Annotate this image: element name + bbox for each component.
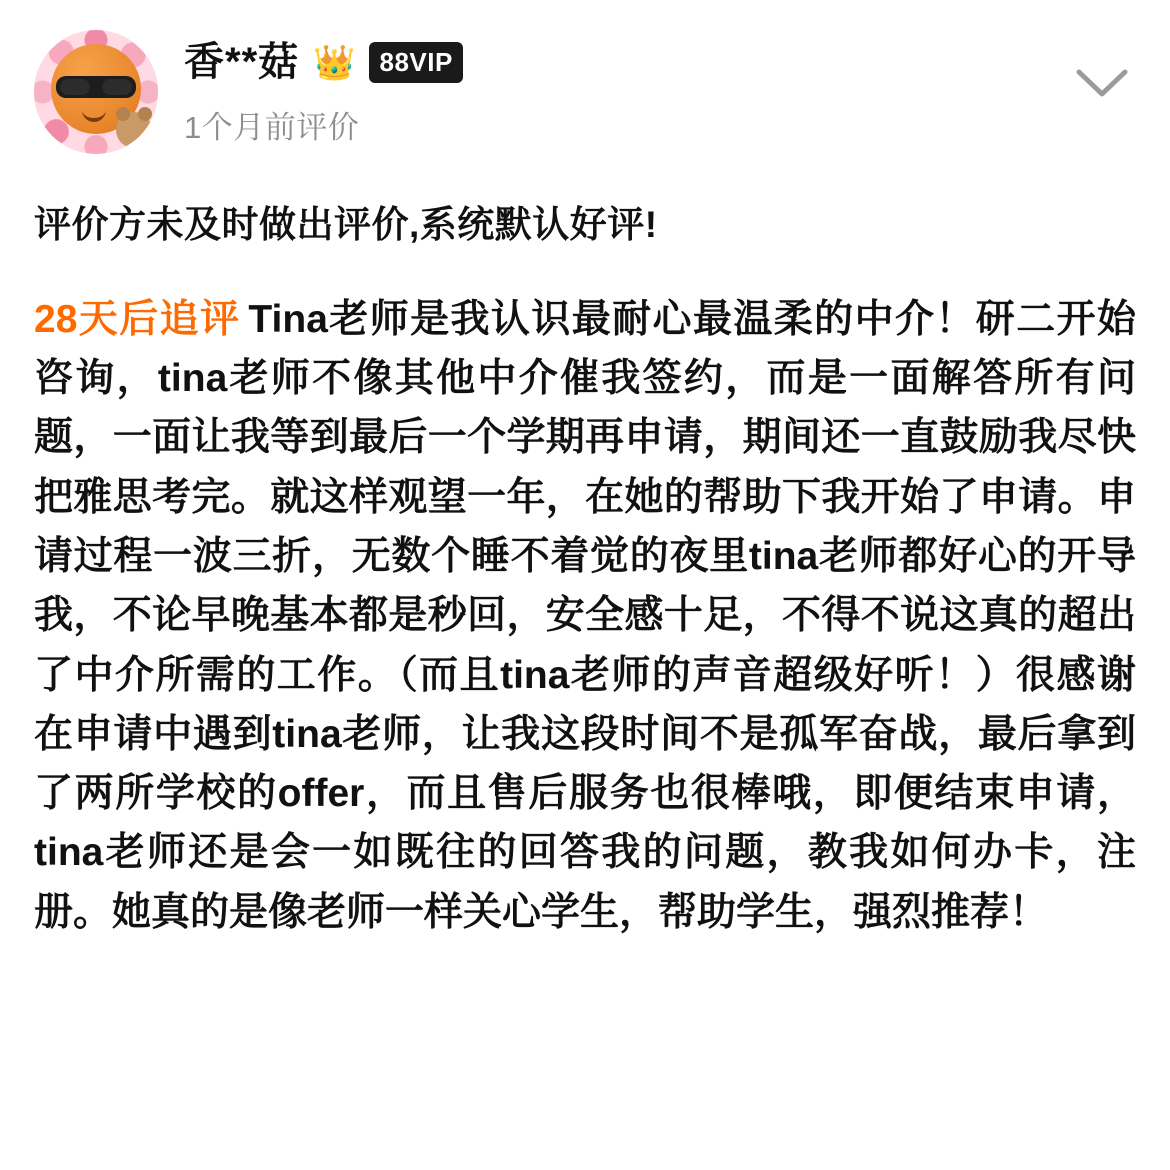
followup-tag: 28天后追评 — [34, 297, 241, 341]
vip-badge: 88VIP — [369, 42, 462, 83]
review-body — [34, 200, 1136, 942]
avatar-sunglasses-icon — [56, 76, 136, 98]
crown-icon: 👑 — [313, 44, 356, 82]
followup-text: Tina老师是我认识最耐心最温柔的中介！研二开始咨询，tina老师不像其他中介催我签约，而是一面解答所有问题，一面让我等到最后一个学期再申请，期间还一直鼓励我尽快把雅思考完。就这样观望一年，在她的帮助下我开始了申请。申请过程一波三折，无数个睡不着觉的夜里tina老师都好心的开导我，不论早晚基本都是秒回，安全感十足，不得不说这真的超出了中介所需的工作。（而且tina老师的声音超级好听！）很感谢在申请中遇到tina老师，让我这段时间不是孤军奋战，最后拿到了两所学校的offer，而且售后服务也很棒哦，即便结束申请，tina老师还是会一如既往的回答我的问题，教我如何办卡，注册。她真的是像老师一样关心学生，帮助学生，强烈推荐！ — [34, 297, 1137, 934]
avatar[interactable] — [34, 30, 158, 154]
first-comment-text: 评价方未及时做出评价,系统默认好评! — [34, 204, 658, 245]
user-name: 香**菇 — [184, 40, 300, 84]
review-header-text — [184, 30, 1136, 147]
review-header — [34, 30, 1136, 170]
avatar-bear-icon — [116, 112, 152, 148]
followup-review — [34, 290, 1136, 942]
review-name-row — [184, 40, 1136, 84]
review-time: 1个月前评价 — [184, 110, 360, 145]
collapse-toggle-button[interactable] — [1072, 54, 1132, 114]
chevron-down-icon — [1075, 67, 1129, 101]
